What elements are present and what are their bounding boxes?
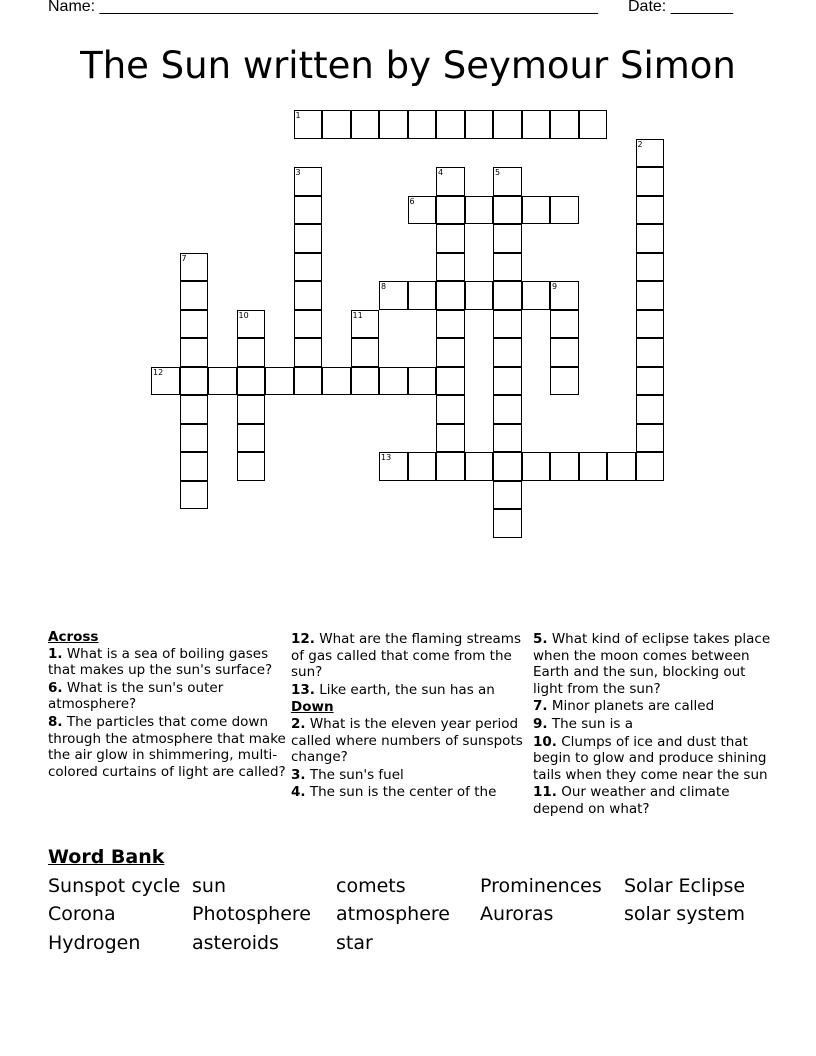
grid-cell[interactable] xyxy=(550,310,579,339)
word-bank-item: Solar Eclipse xyxy=(624,875,746,897)
grid-cell[interactable] xyxy=(636,281,665,310)
clue-number: 7 xyxy=(181,253,187,263)
grid-cell[interactable] xyxy=(579,452,608,481)
grid-cell[interactable] xyxy=(465,196,494,225)
clues-column-2 xyxy=(291,631,529,802)
grid-cell[interactable] xyxy=(493,481,522,510)
grid-cell[interactable] xyxy=(408,367,437,396)
word-bank-item: Photosphere xyxy=(192,903,311,925)
word-bank-item: Sunspot cycle xyxy=(48,875,181,897)
word-bank-item: comets xyxy=(336,875,406,897)
clue-number: 11 xyxy=(352,310,363,320)
grid-cell[interactable] xyxy=(408,281,437,310)
grid-cell[interactable] xyxy=(294,110,323,139)
clues-column-3 xyxy=(533,631,771,819)
grid-cell[interactable] xyxy=(493,424,522,453)
grid-cell[interactable] xyxy=(294,367,323,396)
clue-down-4: 4. The sun is the center of the xyxy=(291,784,497,801)
page-title: The Sun written by Seymour Simon xyxy=(80,44,736,87)
clue-number: 10 xyxy=(238,310,249,320)
grid-cell[interactable] xyxy=(550,281,579,310)
grid-cell[interactable] xyxy=(522,452,551,481)
grid-cell[interactable] xyxy=(351,367,380,396)
down-heading: Down xyxy=(291,699,334,716)
grid-cell[interactable] xyxy=(636,367,665,396)
word-bank-item: Auroras xyxy=(480,903,554,925)
clue-across-13: 13. Like earth, the sun has an xyxy=(291,681,495,698)
clue-number: 2 xyxy=(637,139,643,149)
grid-cell[interactable] xyxy=(294,281,323,310)
grid-cell[interactable] xyxy=(550,196,579,225)
grid-cell[interactable] xyxy=(294,338,323,367)
grid-cell[interactable] xyxy=(465,452,494,481)
word-bank-item: Prominences xyxy=(480,875,602,897)
grid-cell[interactable] xyxy=(636,167,665,196)
grid-cell[interactable] xyxy=(436,452,465,481)
grid-cell[interactable] xyxy=(636,424,665,453)
clue-down-11: 11. Our weather and climate depend on what? xyxy=(533,784,730,817)
grid-cell[interactable] xyxy=(379,452,408,481)
grid-cell[interactable] xyxy=(465,281,494,310)
grid-cell[interactable] xyxy=(322,110,351,139)
grid-cell[interactable] xyxy=(294,167,323,196)
clue-down-5: 5. What kind of eclipse takes place when the moon comes between Earth and the sun, blocking out light from the sun? xyxy=(533,631,771,697)
grid-cell[interactable] xyxy=(522,281,551,310)
grid-cell[interactable] xyxy=(436,338,465,367)
grid-cell[interactable] xyxy=(436,196,465,225)
clue-down-3: 3. The sun's fuel xyxy=(291,766,404,783)
word-bank-item: atmosphere xyxy=(336,903,450,925)
grid-cell[interactable] xyxy=(237,338,266,367)
grid-cell[interactable] xyxy=(379,281,408,310)
grid-cell[interactable] xyxy=(636,452,665,481)
clue-number: 1 xyxy=(295,111,301,120)
grid-cell[interactable] xyxy=(237,310,266,339)
grid-cell[interactable] xyxy=(294,253,323,282)
word-bank-heading: Word Bank xyxy=(48,846,165,868)
word-bank-item: star xyxy=(336,932,373,954)
grid-cell[interactable] xyxy=(408,110,437,139)
clue-down-9: 9. The sun is a xyxy=(533,715,634,732)
grid-cell[interactable] xyxy=(180,281,209,310)
grid-cell[interactable] xyxy=(351,338,380,367)
grid-cell[interactable] xyxy=(436,281,465,310)
clue-number: 5 xyxy=(495,168,501,177)
grid-cell[interactable] xyxy=(636,395,665,424)
grid-cell[interactable] xyxy=(237,452,266,481)
grid-cell[interactable] xyxy=(436,253,465,282)
grid-cell[interactable] xyxy=(294,310,323,339)
grid-cell[interactable] xyxy=(465,110,494,139)
date-field[interactable]: Date: _______ xyxy=(628,0,733,15)
grid-cell[interactable] xyxy=(379,367,408,396)
clue-down-10: 10. Clumps of ice and dust that begin to glow and produce shining tails when they come near the sun xyxy=(533,733,768,783)
grid-cell[interactable] xyxy=(237,367,266,396)
grid-cell[interactable] xyxy=(237,424,266,453)
grid-cell[interactable] xyxy=(493,395,522,424)
grid-cell[interactable] xyxy=(294,224,323,253)
grid-cell[interactable] xyxy=(180,253,209,282)
grid-cell[interactable] xyxy=(436,310,465,339)
grid-cell[interactable] xyxy=(322,367,351,396)
clues-column-1 xyxy=(48,629,286,781)
grid-cell[interactable] xyxy=(493,338,522,367)
grid-cell[interactable] xyxy=(636,224,665,253)
grid-cell[interactable] xyxy=(408,196,437,225)
grid-cell[interactable] xyxy=(180,367,209,396)
grid-cell[interactable] xyxy=(180,395,209,424)
clue-across-12: 12. What are the flaming streams of gas called that come from the sun? xyxy=(291,631,521,681)
grid-cell[interactable] xyxy=(636,310,665,339)
grid-cell[interactable] xyxy=(180,481,209,510)
grid-cell[interactable] xyxy=(351,310,380,339)
clue-number: 3 xyxy=(295,168,301,177)
across-heading: Across xyxy=(48,629,99,645)
word-bank-item: sun xyxy=(192,875,226,897)
clue-number: 13 xyxy=(381,453,392,462)
clue-number: 12 xyxy=(153,367,164,377)
grid-cell[interactable] xyxy=(180,424,209,453)
grid-cell[interactable] xyxy=(522,196,551,225)
grid-cell[interactable] xyxy=(550,338,579,367)
grid-cell[interactable] xyxy=(408,452,437,481)
grid-cell[interactable] xyxy=(351,110,380,139)
word-bank-item: asteroids xyxy=(192,932,279,954)
grid-cell[interactable] xyxy=(493,281,522,310)
clue-number: 9 xyxy=(552,282,558,291)
grid-cell[interactable] xyxy=(436,167,465,196)
grid-cell[interactable] xyxy=(522,110,551,139)
grid-cell[interactable] xyxy=(151,367,180,396)
grid-cell[interactable] xyxy=(607,452,636,481)
grid-cell[interactable] xyxy=(493,167,522,196)
grid-cell[interactable] xyxy=(180,310,209,339)
name-field[interactable]: Name: ________________________________________________________ xyxy=(48,0,598,15)
word-bank-item: Hydrogen xyxy=(48,932,141,954)
clue-number: 4 xyxy=(438,168,444,177)
clue-number: 6 xyxy=(409,196,415,206)
grid-cell[interactable] xyxy=(636,253,665,282)
grid-cell[interactable] xyxy=(493,310,522,339)
grid-cell[interactable] xyxy=(208,367,237,396)
grid-cell[interactable] xyxy=(493,196,522,225)
grid-cell[interactable] xyxy=(636,196,665,225)
grid-cell[interactable] xyxy=(493,452,522,481)
grid-cell[interactable] xyxy=(579,110,608,139)
clue-across-8: 8. The particles that come down through the atmosphere that make the air glow in shimmering, multi-colored curtains of light are called? xyxy=(48,713,286,780)
grid-cell[interactable] xyxy=(550,367,579,396)
grid-cell[interactable] xyxy=(493,509,522,538)
grid-cell[interactable] xyxy=(180,452,209,481)
grid-cell[interactable] xyxy=(436,395,465,424)
grid-cell[interactable] xyxy=(493,367,522,396)
word-bank-item: Corona xyxy=(48,903,116,925)
grid-cell[interactable] xyxy=(636,338,665,367)
grid-cell[interactable] xyxy=(493,110,522,139)
clue-down-7: 7. Minor planets are called xyxy=(533,698,715,715)
grid-cell[interactable] xyxy=(436,110,465,139)
grid-cell[interactable] xyxy=(436,367,465,396)
grid-cell[interactable] xyxy=(493,253,522,282)
grid-cell[interactable] xyxy=(550,110,579,139)
clue-across-1: 1. What is a sea of boiling gases that makes up the sun's surface? xyxy=(48,645,273,679)
grid-cell[interactable] xyxy=(493,224,522,253)
grid-cell[interactable] xyxy=(180,338,209,367)
grid-cell[interactable] xyxy=(294,196,323,225)
grid-cell[interactable] xyxy=(237,395,266,424)
grid-cell[interactable] xyxy=(379,110,408,139)
grid-cell[interactable] xyxy=(550,452,579,481)
grid-cell[interactable] xyxy=(265,367,294,396)
grid-cell[interactable] xyxy=(636,139,665,168)
word-bank-item: solar system xyxy=(624,903,745,925)
grid-cell[interactable] xyxy=(436,424,465,453)
clue-down-2: 2. What is the eleven year period called where numbers of sunspots change? xyxy=(291,715,523,766)
clue-number: 8 xyxy=(381,282,387,291)
grid-cell[interactable] xyxy=(436,224,465,253)
clue-across-6: 6. What is the sun's outer atmosphere? xyxy=(48,679,224,713)
